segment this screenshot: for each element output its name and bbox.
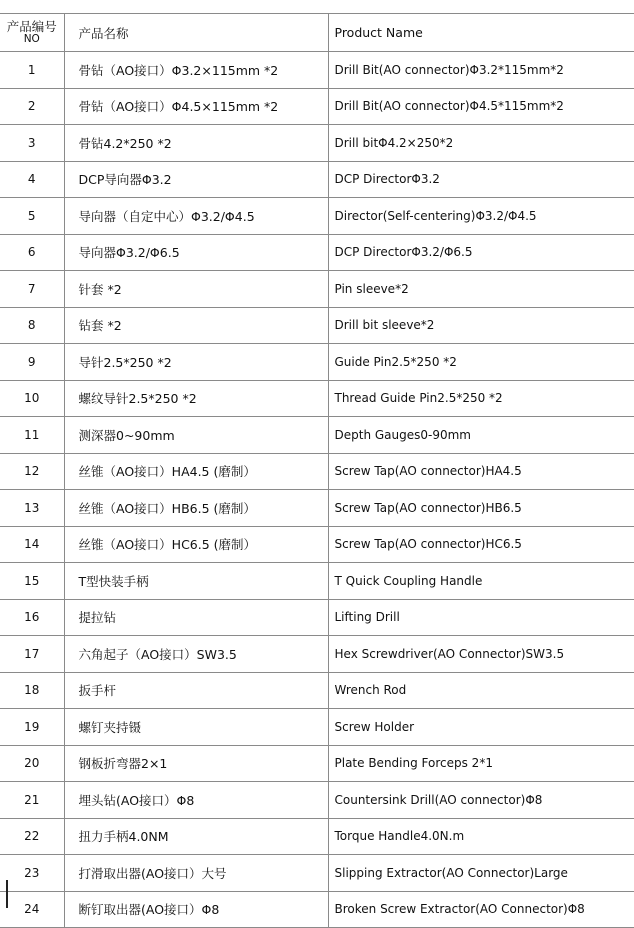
table-row xyxy=(0,709,634,746)
cell-number: 1 xyxy=(0,52,64,89)
cell-number: 22 xyxy=(0,818,64,855)
cell-number: 23 xyxy=(0,855,64,892)
table-row xyxy=(0,636,634,673)
cell-name-en: DCP DirectorΦ3.2 xyxy=(328,161,634,198)
table-row xyxy=(0,855,634,892)
cell-name-zh: 骨钻（AO接口）Φ4.5×115mm *2 xyxy=(64,88,328,125)
cell-name-en: Countersink Drill(AO connector)Φ8 xyxy=(328,782,634,819)
table-row xyxy=(0,125,634,162)
table-row xyxy=(0,271,634,308)
product-table xyxy=(0,13,634,928)
table-header xyxy=(0,14,634,52)
cell-name-zh: DCP导向器Φ3.2 xyxy=(64,161,328,198)
cell-name-en: Hex Screwdriver(AO Connector)SW3.5 xyxy=(328,636,634,673)
cell-name-en: Plate Bending Forceps 2*1 xyxy=(328,745,634,782)
cell-name-zh: 导针2.5*250 *2 xyxy=(64,344,328,381)
cell-name-zh: 钢板折弯器2×1 xyxy=(64,745,328,782)
margin-mark xyxy=(6,880,8,908)
cell-name-en: Director(Self-centering)Φ3.2/Φ4.5 xyxy=(328,198,634,235)
table-row xyxy=(0,453,634,490)
cell-name-zh: 埋头钻(AO接口）Φ8 xyxy=(64,782,328,819)
table-row xyxy=(0,818,634,855)
cell-number: 20 xyxy=(0,745,64,782)
cell-name-en: Pin sleeve*2 xyxy=(328,271,634,308)
cell-name-en: Slipping Extractor(AO Connector)Large xyxy=(328,855,634,892)
table-row xyxy=(0,526,634,563)
cell-name-zh: 丝锥（AO接口）HB6.5 (磨制） xyxy=(64,490,328,527)
cell-name-zh: 测深器0~90mm xyxy=(64,417,328,454)
cell-name-en: Drill Bit(AO connector)Φ4.5*115mm*2 xyxy=(328,88,634,125)
cell-name-zh: 提拉钻 xyxy=(64,599,328,636)
cell-name-en: Guide Pin2.5*250 *2 xyxy=(328,344,634,381)
table-row xyxy=(0,672,634,709)
cell-name-en: Screw Tap(AO connector)HA4.5 xyxy=(328,453,634,490)
cell-number: 12 xyxy=(0,453,64,490)
header-product-number-en: NO xyxy=(23,32,40,45)
cell-number: 18 xyxy=(0,672,64,709)
cell-name-zh: 导向器Φ3.2/Φ6.5 xyxy=(64,234,328,271)
cell-number: 5 xyxy=(0,198,64,235)
cell-name-zh: 丝锥（AO接口）HC6.5 (磨制） xyxy=(64,526,328,563)
table-row xyxy=(0,490,634,527)
cell-name-en: DCP DirectorΦ3.2/Φ6.5 xyxy=(328,234,634,271)
cell-number: 6 xyxy=(0,234,64,271)
cell-number: 19 xyxy=(0,709,64,746)
table-row xyxy=(0,782,634,819)
table-row xyxy=(0,891,634,928)
cell-number: 17 xyxy=(0,636,64,673)
cell-name-zh: 扭力手柄4.0NM xyxy=(64,818,328,855)
header-product-name-en: Product Name xyxy=(328,14,634,52)
table-row xyxy=(0,161,634,198)
cell-number: 2 xyxy=(0,88,64,125)
header-product-number-zh: 产品编号 xyxy=(6,18,57,34)
cell-name-zh: 断钉取出器(AO接口）Φ8 xyxy=(64,891,328,928)
cell-name-zh: T型快装手柄 xyxy=(64,563,328,600)
cell-name-en: Screw Tap(AO connector)HB6.5 xyxy=(328,490,634,527)
cell-name-en: Thread Guide Pin2.5*250 *2 xyxy=(328,380,634,417)
cell-name-zh: 六角起子（AO接口）SW3.5 xyxy=(64,636,328,673)
table-row xyxy=(0,563,634,600)
table-row xyxy=(0,307,634,344)
cell-name-zh: 丝锥（AO接口）HA4.5 (磨制） xyxy=(64,453,328,490)
cell-name-en: Depth Gauges0-90mm xyxy=(328,417,634,454)
cell-name-en: Drill bit sleeve*2 xyxy=(328,307,634,344)
cell-name-en: Drill Bit(AO connector)Φ3.2*115mm*2 xyxy=(328,52,634,89)
cell-number: 10 xyxy=(0,380,64,417)
cell-number: 24 xyxy=(0,891,64,928)
cell-name-en: Drill bitΦ4.2×250*2 xyxy=(328,125,634,162)
header-product-number xyxy=(0,14,64,52)
cell-number: 21 xyxy=(0,782,64,819)
cell-name-zh: 打滑取出器(AO接口）大号 xyxy=(64,855,328,892)
cell-number: 15 xyxy=(0,563,64,600)
table-row xyxy=(0,417,634,454)
cell-number: 8 xyxy=(0,307,64,344)
cell-name-en: Broken Screw Extractor(AO Connector)Φ8 xyxy=(328,891,634,928)
cell-number: 11 xyxy=(0,417,64,454)
table-row xyxy=(0,745,634,782)
cell-number: 9 xyxy=(0,344,64,381)
cell-name-en: Screw Holder xyxy=(328,709,634,746)
cell-name-zh: 导向器（自定中心）Φ3.2/Φ4.5 xyxy=(64,198,328,235)
table-row xyxy=(0,344,634,381)
header-row xyxy=(0,14,634,52)
table-row xyxy=(0,380,634,417)
cell-name-zh: 螺钉夹持镊 xyxy=(64,709,328,746)
cell-number: 13 xyxy=(0,490,64,527)
table-row xyxy=(0,234,634,271)
table-row xyxy=(0,599,634,636)
cell-name-en: Wrench Rod xyxy=(328,672,634,709)
table-row xyxy=(0,52,634,89)
table-row xyxy=(0,88,634,125)
cell-name-en: Screw Tap(AO connector)HC6.5 xyxy=(328,526,634,563)
table-row xyxy=(0,198,634,235)
table-body xyxy=(0,52,634,928)
cell-number: 3 xyxy=(0,125,64,162)
cell-number: 14 xyxy=(0,526,64,563)
cell-number: 7 xyxy=(0,271,64,308)
cell-name-en: T Quick Coupling Handle xyxy=(328,563,634,600)
cell-name-zh: 钻套 *2 xyxy=(64,307,328,344)
cell-name-zh: 扳手杆 xyxy=(64,672,328,709)
cell-name-en: Torque Handle4.0N.m xyxy=(328,818,634,855)
cell-name-zh: 骨钻（AO接口）Φ3.2×115mm *2 xyxy=(64,52,328,89)
cell-name-zh: 骨钻4.2*250 *2 xyxy=(64,125,328,162)
cell-name-zh: 螺纹导针2.5*250 *2 xyxy=(64,380,328,417)
cell-number: 16 xyxy=(0,599,64,636)
cell-name-en: Lifting Drill xyxy=(328,599,634,636)
cell-name-zh: 针套 *2 xyxy=(64,271,328,308)
header-product-name-zh: 产品名称 xyxy=(64,14,328,52)
cell-number: 4 xyxy=(0,161,64,198)
